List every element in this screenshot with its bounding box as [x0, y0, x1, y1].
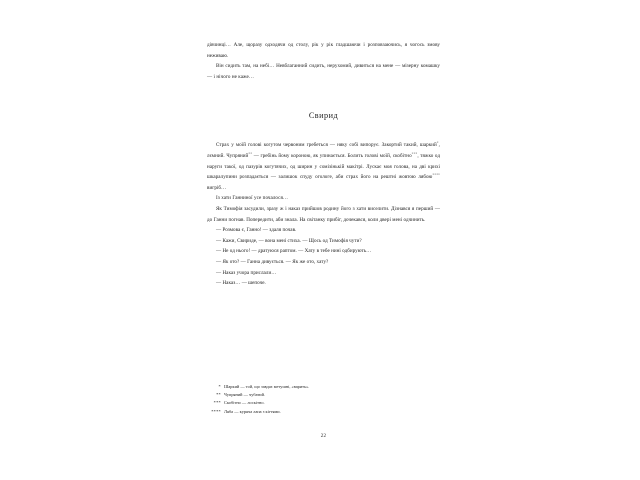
- footnote-text: Ляба — куряча лапа з кігтями.: [224, 408, 281, 414]
- paragraph-top-2: Він сидить там, на небі… Невблаганний сидить, нерухомий, дивиться на мене — мізерну комашку — і нічого не каже…: [207, 63, 440, 80]
- title-spacer-below: [207, 121, 440, 140]
- dialogue-line-3: — Не од нього! — дратуюся раптом. — Хату в тебе нині одбирують…: [216, 248, 372, 255]
- title-spacer-above: [207, 82, 440, 110]
- dialogue-line-2: — Кажи, Свириде, — вона мені стиха. — Щось од Тимофія чути?: [216, 237, 362, 244]
- dialogue-line-5: — Наказ учора прислали…: [216, 269, 277, 276]
- footnote-item: [207, 408, 440, 416]
- footnote-ref-1[interactable]: *: [436, 140, 439, 145]
- paragraph-body-2: Із хати Ганниної усе почалося…: [216, 195, 288, 202]
- page-text-block: [207, 40, 440, 289]
- text-run: Страх у моїй голові когутом червоним гребеться — няку собі випорує. Закортий такий, шаркий: [216, 142, 437, 149]
- footnote-ref-2[interactable]: **: [248, 151, 253, 156]
- dialogue-line-4: — Як ото? — Ганна дивується. — Як же ото, хату?: [216, 258, 329, 265]
- text-run: — гребінь йому короною, як упинається. Болить голові моїй, скобітно: [252, 152, 412, 159]
- footnote-marker: ****: [211, 408, 221, 414]
- footnote-ref-3[interactable]: ***: [411, 151, 418, 156]
- paragraph-body-1: [207, 140, 440, 193]
- dialogue-line-1: — Розмова є, Ганно! — здаля почав.: [216, 227, 297, 234]
- page-number: 22: [320, 434, 327, 439]
- footnote-marker: *: [218, 384, 221, 389]
- footnote-text: Чупряний — чубатий.: [224, 392, 266, 398]
- footnote-marker: ***: [213, 400, 221, 406]
- dialogue-line-6: — Наказ… — шепоче.: [216, 280, 266, 287]
- text-run: вигріб…: [207, 184, 227, 191]
- footnote-item: [207, 391, 440, 399]
- footnote-marker: **: [216, 392, 221, 398]
- footnote-item: [207, 383, 440, 391]
- paragraph-body-3: Як Тимофія засудили, зразу ж і наказ прийшов родину його з хати виселити. Дізнався я перший — до Ганни погнав. Попередити, аби знала. На світанку прибіг, дочекався, коли двері мені одчинить.: [207, 205, 440, 223]
- footnote-item: [207, 399, 440, 407]
- text-run: , лємний. Чупряний: [207, 142, 440, 159]
- footnote-text: Шаркий — той, що завдає метушні, «варить».: [224, 384, 310, 389]
- chapter-title: Свирид: [308, 111, 339, 121]
- footnote-text: Скобітно — лоскітно.: [224, 400, 265, 406]
- footnotes-section: [207, 383, 440, 416]
- paragraph-continuation: дівчинці… Але, щоразу одходячи од столу, рік у рік гладшаючи і розповзаючись, я чогось змову неживаю.: [207, 42, 440, 59]
- footnote-ref-4[interactable]: ****: [432, 172, 440, 177]
- text-run: , тяжко од наруги такої, од пазурів когутячих, од ширин у сомізінькій макітрі. Лускає моя голова, на дві крихі шкаралупини розпадається — залишок спуду огологе, аби страх його на рештні жовтою лябою: [207, 152, 440, 181]
